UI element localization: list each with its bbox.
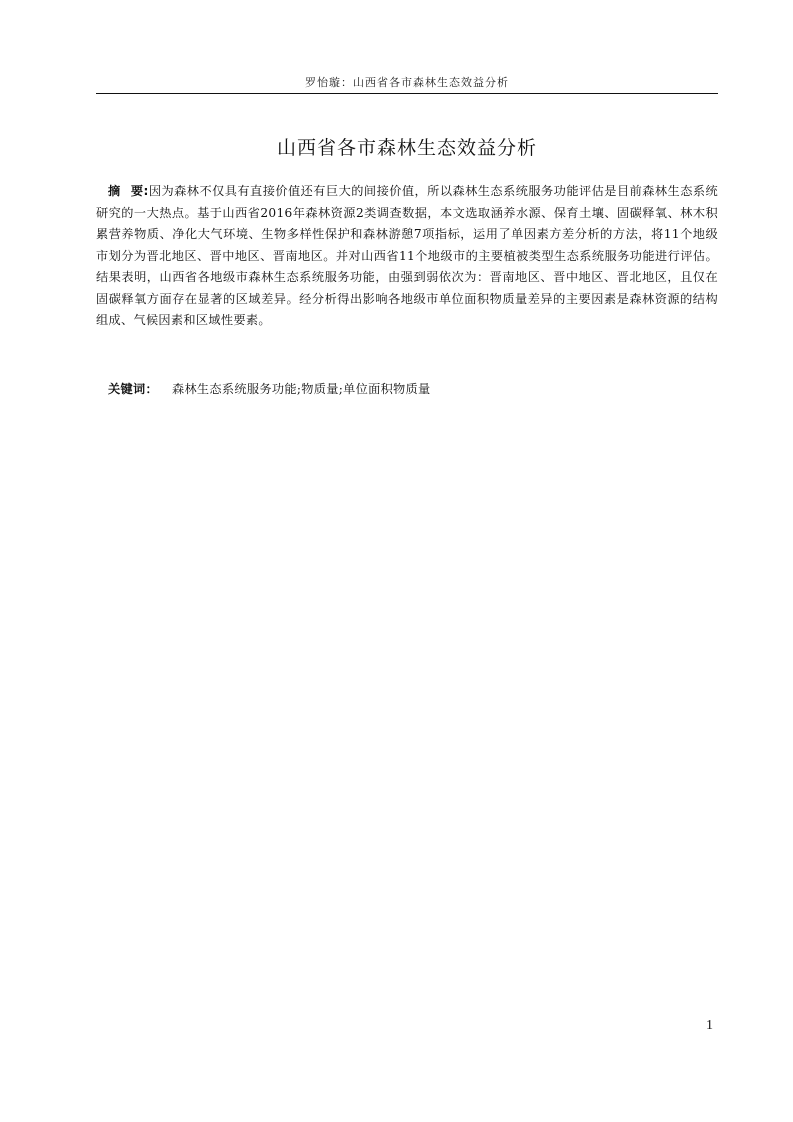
running-header: 罗怡璇：山西省各市森林生态效益分析 xyxy=(305,76,509,89)
keywords-label: 关键词： xyxy=(108,382,158,396)
abstract-text: 因为森林不仅具有直接价值还有巨大的间接价值，所以森林生态系统服务功能评估是目前森林生态系统研究的一大热点。基于山西省2016年森林资源2类调查数据，本文选取涵养水源、保育土壤、固碳释氧、林木积累营养物质、净化大气环境、生物多样性保护和森林游憩7项指标，运用了单因素方差分析的方法，将11个地级市划分为晋北地区、晋中地区、晋南地区。并对山西省11个地级市的主要植被类型生态系统服务功能进行评估。结果表明，山西省各地级市森林生态系统服务功能，由强到弱依次为：晋南地区、晋中地区、晋北地区，且仅在固碳释氧方面存在显著的区域差异。经分析得出影响各地级市单位面积物质量差异的主要因素是森林资源的结构组成、气候因素和区域性要素。 xyxy=(96,184,718,327)
abstract-label-char-1: 摘 xyxy=(108,184,121,198)
keywords-text: 森林生态系统服务功能;物质量;单位面积物质量 xyxy=(171,382,431,396)
header-rule xyxy=(96,93,718,94)
abstract-label xyxy=(96,184,149,198)
abstract-label-colon: : xyxy=(143,184,149,198)
abstract xyxy=(96,181,718,332)
page-number: 1 xyxy=(706,1018,713,1033)
abstract-label-char-2: 要 xyxy=(130,184,144,198)
paper-title: 山西省各市森林生态效益分析 xyxy=(276,137,537,159)
keywords xyxy=(108,380,708,397)
